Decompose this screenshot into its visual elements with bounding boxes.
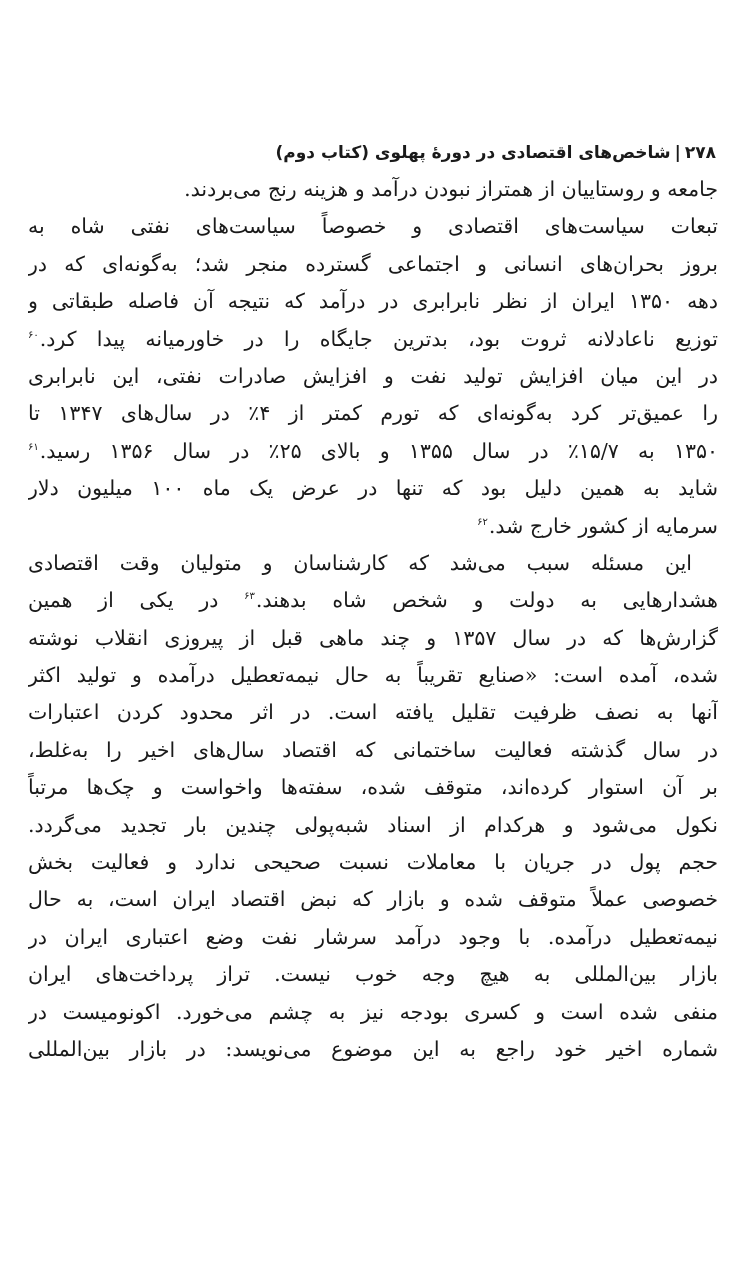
text-line	[28, 919, 718, 956]
line-text: بازار بین‌المللی به هیچ وجه خوب نیست. تراز پرداخت‌های ایران	[28, 962, 718, 987]
line-text: آنها به نصف ظرفیت تقلیل یافته است. در اثر محدود کردن اعتبارات	[28, 700, 718, 725]
line-text: شماره اخیر خود راجع به این موضوع می‌نویسد: در بازار بین‌المللی	[28, 1036, 718, 1061]
running-header	[32, 141, 716, 165]
line-text: بر آن استوار کرده‌اند، متوقف شده، سفته‌ها واخواست و چک‌ها مرتباً	[28, 775, 718, 800]
text-line	[28, 582, 718, 619]
line-text: در یکی از همین	[28, 588, 245, 613]
text-line	[28, 208, 718, 245]
text-line	[28, 994, 718, 1031]
running-title: شاخص‌های اقتصادی در دورهٔ پهلوی (کتاب دوم)	[275, 143, 671, 163]
line-text: در این میان افزایش تولید نفت و افزایش صادرات نفتی، این نابرابری	[28, 363, 718, 388]
text-line	[28, 358, 718, 395]
text-line	[28, 769, 718, 806]
footnote-marker[interactable]: ۶۲	[477, 516, 488, 528]
line-text: را عمیق‌تر کرد به‌گونه‌ای که تورم کمتر از ۴٪ در سال‌های ۱۳۴۷ تا	[28, 401, 718, 426]
text-line	[28, 433, 718, 470]
body-text	[28, 171, 718, 1068]
text-line	[28, 283, 718, 320]
line-text: نیمه‌تعطیل درآمده. با وجود درآمد سرشار نفت وضع اعتباری ایران در	[28, 924, 718, 949]
line-text: گزارش‌ها که در سال ۱۳۵۷ و چند ماهی قبل از پیروزی انقلاب نوشته	[28, 625, 718, 650]
text-line	[28, 246, 718, 283]
line-text: توزیع ناعادلانه ثروت بود، بدترین جایگاه را در خاورمیانه پیدا کرد.	[39, 326, 718, 351]
line-text: خصوصی عملاً متوقف شده و بازار که نبض اقتصاد ایران است، به حال	[28, 887, 718, 912]
line-text: شاید به همین دلیل بود که تنها در عرض یک ماه ۱۰۰ میلیون دلار	[28, 476, 718, 501]
line-text: سرمایه از کشور خارج شد.	[488, 513, 718, 538]
text-line	[28, 844, 718, 881]
paragraph	[28, 208, 718, 545]
text-line	[28, 321, 718, 358]
text-line	[28, 171, 718, 208]
footnote-marker[interactable]: ۶۱	[28, 441, 39, 453]
page-number: ۲۷۸	[684, 143, 716, 163]
text-line	[28, 545, 718, 582]
text-line	[28, 620, 718, 657]
text-line	[28, 881, 718, 918]
line-text: شده، آمده است: «صنایع تقریباً به حال نیمه‌تعطیل درآمده و تولید اکثر	[28, 663, 718, 688]
line-text: حجم پول در جریان با معاملات نسبت صحیحی ندارد و فعالیت بخش	[28, 850, 718, 875]
text-line	[28, 657, 718, 694]
footnote-marker[interactable]: ۶۳	[244, 591, 255, 603]
text-line	[28, 694, 718, 731]
line-text: منفی شده است و کسری بودجه نیز به چشم می‌خورد. اکونومیست در	[28, 999, 718, 1024]
line-text: دهه ۱۳۵۰ ایران از نظر نابرابری در درآمد که نتیجه آن فاصله طبقاتی و	[28, 289, 718, 314]
line-text: نکول می‌شود و هرکدام از اسناد شبه‌پولی چندین بار تجدید می‌گردد.	[28, 812, 718, 837]
footnote-marker[interactable]: ۶۰	[28, 329, 39, 341]
text-line	[28, 508, 718, 545]
text-line	[28, 807, 718, 844]
line-text: این مسئله سبب می‌شد که کارشناسان و متولیان وقت اقتصادی	[28, 550, 692, 575]
line-text: هشدارهایی به دولت و شخص شاه بدهند.	[255, 588, 718, 613]
line-text: جامعه و روستاییان از همتراز نبودن درآمد و هزینه رنج می‌بردند.	[184, 177, 718, 201]
line-text: ۱۳۵۰ به ۱۵/۷٪ در سال ۱۳۵۵ و بالای ۲۵٪ در سال ۱۳۵۶ رسید.	[39, 438, 718, 463]
text-line	[28, 956, 718, 993]
line-text: در سال گذشته فعالیت ساختمانی که اقتصاد سال‌های اخیر را به‌غلط،	[28, 737, 718, 762]
paragraph	[28, 171, 718, 208]
line-text: بروز بحران‌های انسانی و اجتماعی گسترده منجر شد؛ به‌گونه‌ای که در	[28, 251, 718, 276]
paragraph	[28, 545, 718, 1068]
text-line	[28, 1031, 718, 1068]
header-separator: |	[674, 143, 681, 163]
line-text: تبعات سیاست‌های اقتصادی و خصوصاً سیاست‌های نفتی شاه به	[28, 214, 718, 239]
text-line	[28, 732, 718, 769]
text-line	[28, 470, 718, 507]
text-line	[28, 395, 718, 432]
